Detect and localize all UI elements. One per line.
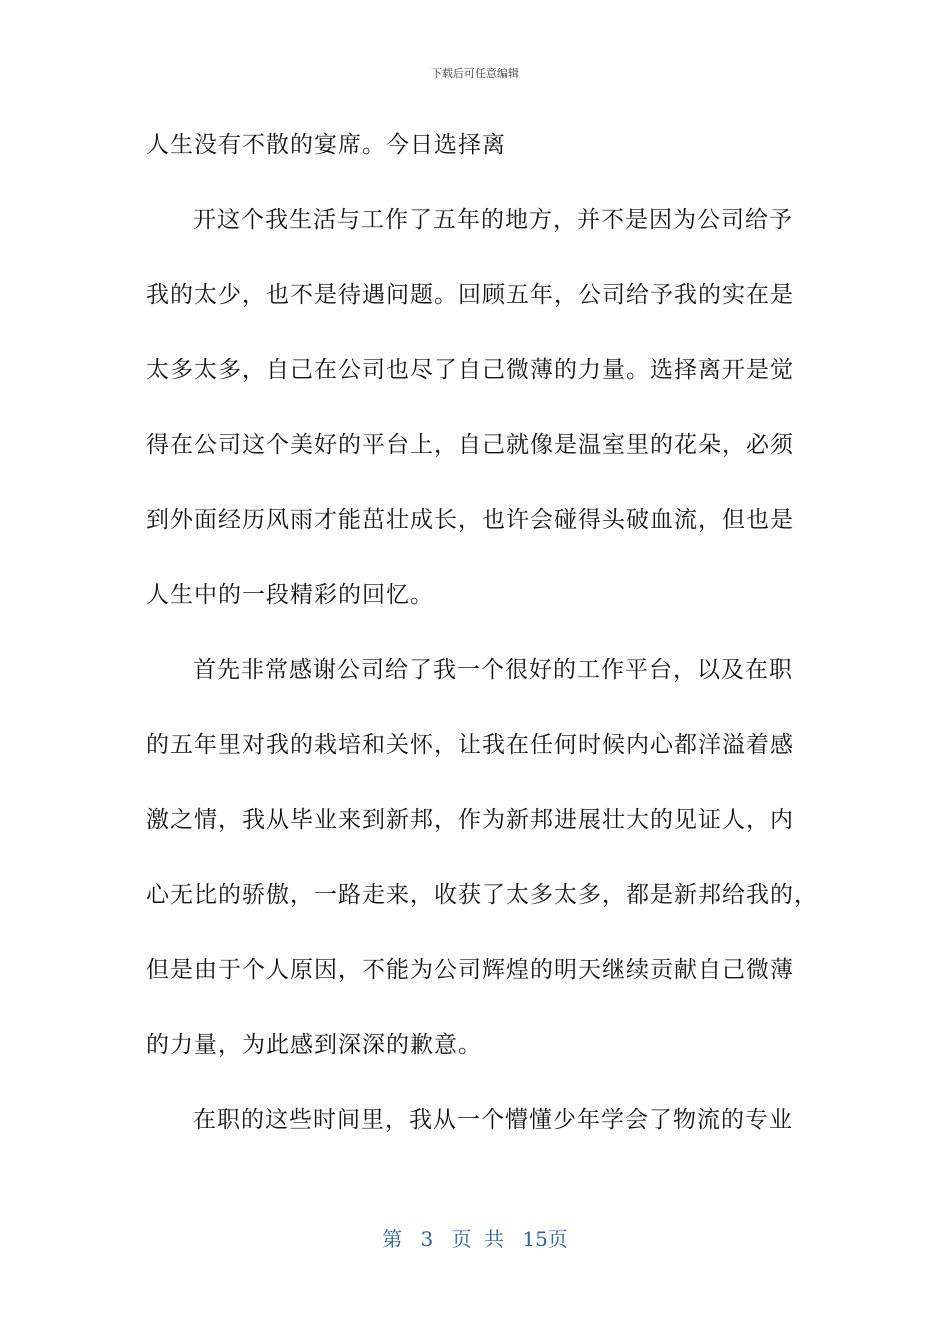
text-line: 太多太多，自己在公司也尽了自己微薄的力量。选择离开是觉: [146, 357, 794, 383]
page-number: 3: [420, 1227, 434, 1251]
text-line: 但是由于个人原因，不能为公司辉煌的明天继续贡献自己微薄: [146, 957, 794, 983]
text-line: 的五年里对我的栽培和关怀，让我在任何时候内心都洋溢着感: [146, 732, 794, 758]
text-line: 人生没有不散的宴席。今日选择离: [146, 132, 506, 158]
page-label-mid: 页 共: [451, 1227, 504, 1251]
text-line: 心无比的骄傲，一路走来，收获了太多太多，都是新邦给我的，: [146, 882, 818, 908]
text-line: 激之情，我从毕业来到新邦，作为新邦进展壮大的见证人，内: [146, 807, 794, 833]
document-body: [146, 124, 822, 1174]
text-line: 人生中的一段精彩的回忆。: [146, 582, 434, 608]
text-line: 到外面经历风雨才能茁壮成长，也许会碰得头破血流，但也是: [146, 507, 794, 533]
text-line: 得在公司这个美好的平台上，自己就像是温室里的花朵，必须: [146, 432, 794, 458]
text-line: 在职的这些时间里，我从一个懵懂少年学会了物流的专业: [193, 1107, 793, 1133]
page-footer: [0, 1226, 950, 1252]
text-line: 首先非常感谢公司给了我一个很好的工作平台，以及在职: [193, 657, 793, 683]
text-line: 开这个我生活与工作了五年的地方，并不是因为公司给予: [193, 207, 793, 233]
text-line: 我的太少，也不是待遇问题。回顾五年，公司给予我的实在是: [146, 282, 794, 308]
page-header: 下载后可任意编辑: [431, 67, 519, 80]
page-label-prefix: 第: [382, 1227, 403, 1251]
text-line: 的力量，为此感到深深的歉意。: [146, 1032, 482, 1058]
total-pages: 15页: [522, 1227, 568, 1251]
